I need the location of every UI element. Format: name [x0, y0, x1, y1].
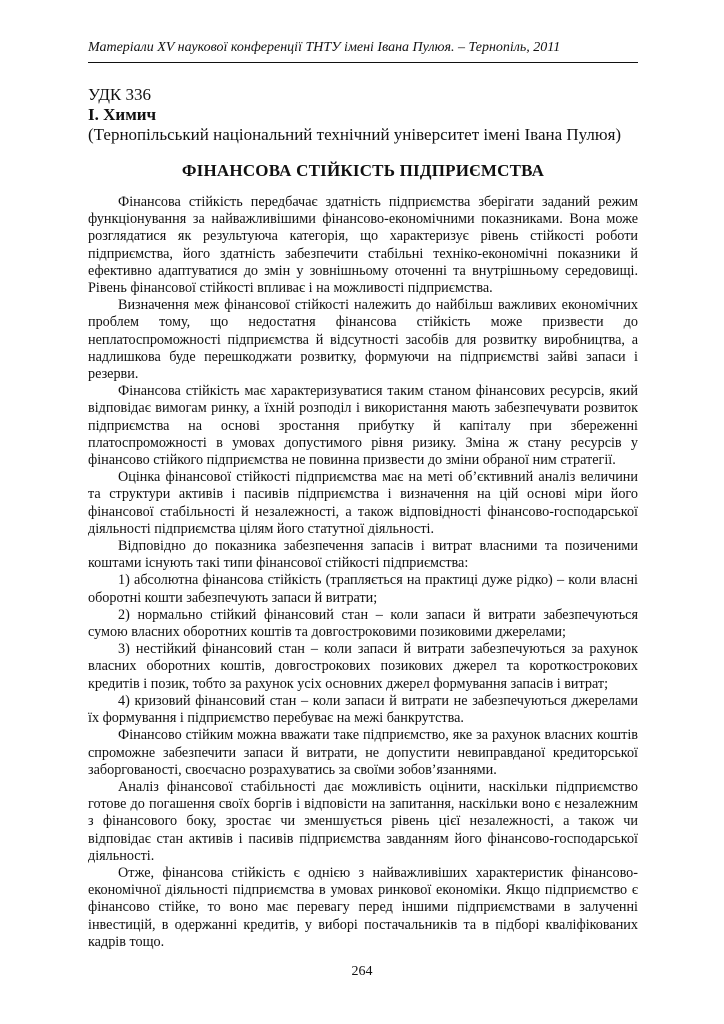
article-title: ФІНАНСОВА СТІЙКІСТЬ ПІДПРИЄМСТВА	[181, 161, 545, 180]
paragraph: Фінансово стійким можна вважати таке підприємство, яке за рахунок власних коштів спроможне забезпечити запаси й витрати, не допустити невиправданої кредиторської заборгованості, своєчасно розрахуватись за своїми зобов’язаннями.	[88, 727, 638, 778]
paragraph: Визначення меж фінансової стійкості належить до найбільш важливих економічних проблем тому, що недостатня фінансова стійкість може призвести до неплатоспроможності підприємства й відсутності засобів для розвитку виробництва, а надлишкова буде перешкоджати розвитку, формуючи на підприємстві зайві запаси і резерви.	[88, 297, 638, 383]
paragraph: Відповідно до показника забезпечення запасів і витрат власними та позиченими коштами існують такі типи фінансової стійкості підприємства:	[88, 538, 638, 572]
list-item: 3) нестійкий фінансовий стан – коли запаси й витрати забезпечуються за рахунок власних оборотних коштів, довгострокових позикових джерел та короткострокових кредитів і позик, тобто за рахунок усіх основних джерел формування запасів і витрат;	[88, 641, 638, 692]
header-rule	[88, 62, 638, 63]
paragraph: Фінансова стійкість має характеризуватися таким станом фінансових ресурсів, який відповідає вимогам ринку, а їхній розподіл і використання мають забезпечувати розвиток підприємства на основі зростання прибутку й капіталу при збереженні платоспроможності в умовах допустимого рівня ризику. Зміна ж стану ресурсів у фінансово стійкого підприємства не повинна призвести до зміни обраної ним стратегії.	[88, 383, 638, 469]
article-body	[88, 194, 638, 951]
author-affiliation: (Тернопільський національний технічний університет імені Івана Пулюя)	[88, 125, 622, 144]
paragraph: Фінансова стійкість передбачає здатність підприємства зберігати заданий режим функціонування за найважливішими фінансово-економічними показниками. Вона може розглядатися як результуюча категорія, що характеризує рівень стійкості роботи підприємства, його здатність забезпечити стабільні техніко-економічні показники й ефективно адаптуватися до змін у зовнішньому оточенні та внутрішньому середовищі. Рівень фінансової стійкості впливає і на можливості підприємства.	[88, 194, 638, 297]
udc-code: УДК 336	[88, 85, 152, 104]
page-number: 264	[351, 964, 373, 979]
list-item: 4) кризовий фінансовий стан – коли запаси й витрати не забезпечуються джерелами їх формування і підприємство перебуває на межі банкрутства.	[88, 692, 638, 727]
paragraph: Аналіз фінансової стабільності дає можливість оцінити, наскільки підприємство готове до погашення своїх боргів і відповісти на запитання, наскільки воно є незалежним з фінансового боку, зростає чи зменшується рівень цієї незалежності, а також чи відповідає стан активів і пасивів підприємства завданням його фінансово-господарської діяльності.	[88, 778, 638, 864]
running-header: Матеріали XV наукової конференції ТНТУ імені Івана Пулюя. – Тернопіль, 2011	[88, 40, 561, 55]
article-meta	[88, 85, 648, 145]
paragraph: Оцінка фінансової стійкості підприємства має на меті об’єктивний аналіз величини та структури активів і пасивів підприємства і визначення на цій основі міри його фінансової стабільності й незалежності, а також відповідності фінансово-господарської діяльності підприємства цілям його статутної діяльності.	[88, 469, 638, 537]
list-item: 1) абсолютна фінансова стійкість (трапляється на практиці дуже рідко) – коли власні оборотні кошти забезпечують запаси й витрати;	[88, 572, 638, 606]
author-name: І. Химич	[88, 105, 157, 124]
list-item: 2) нормально стійкий фінансовий стан – коли запаси й витрати забезпечуються сумою власних оборотних коштів та довгостроковими позиковими джерелами;	[88, 606, 638, 641]
paragraph: Отже, фінансова стійкість є однією з найважливіших характеристик фінансово-економічної діяльності підприємства в умовах ринкової економіки. Якщо підприємство є фінансово стійке, то воно має перевагу перед іншими підприємствами в залученні інвестицій, в одержанні кредитів, у виборі постачальників та в підборі кваліфікованих кадрів тощо.	[88, 864, 638, 950]
